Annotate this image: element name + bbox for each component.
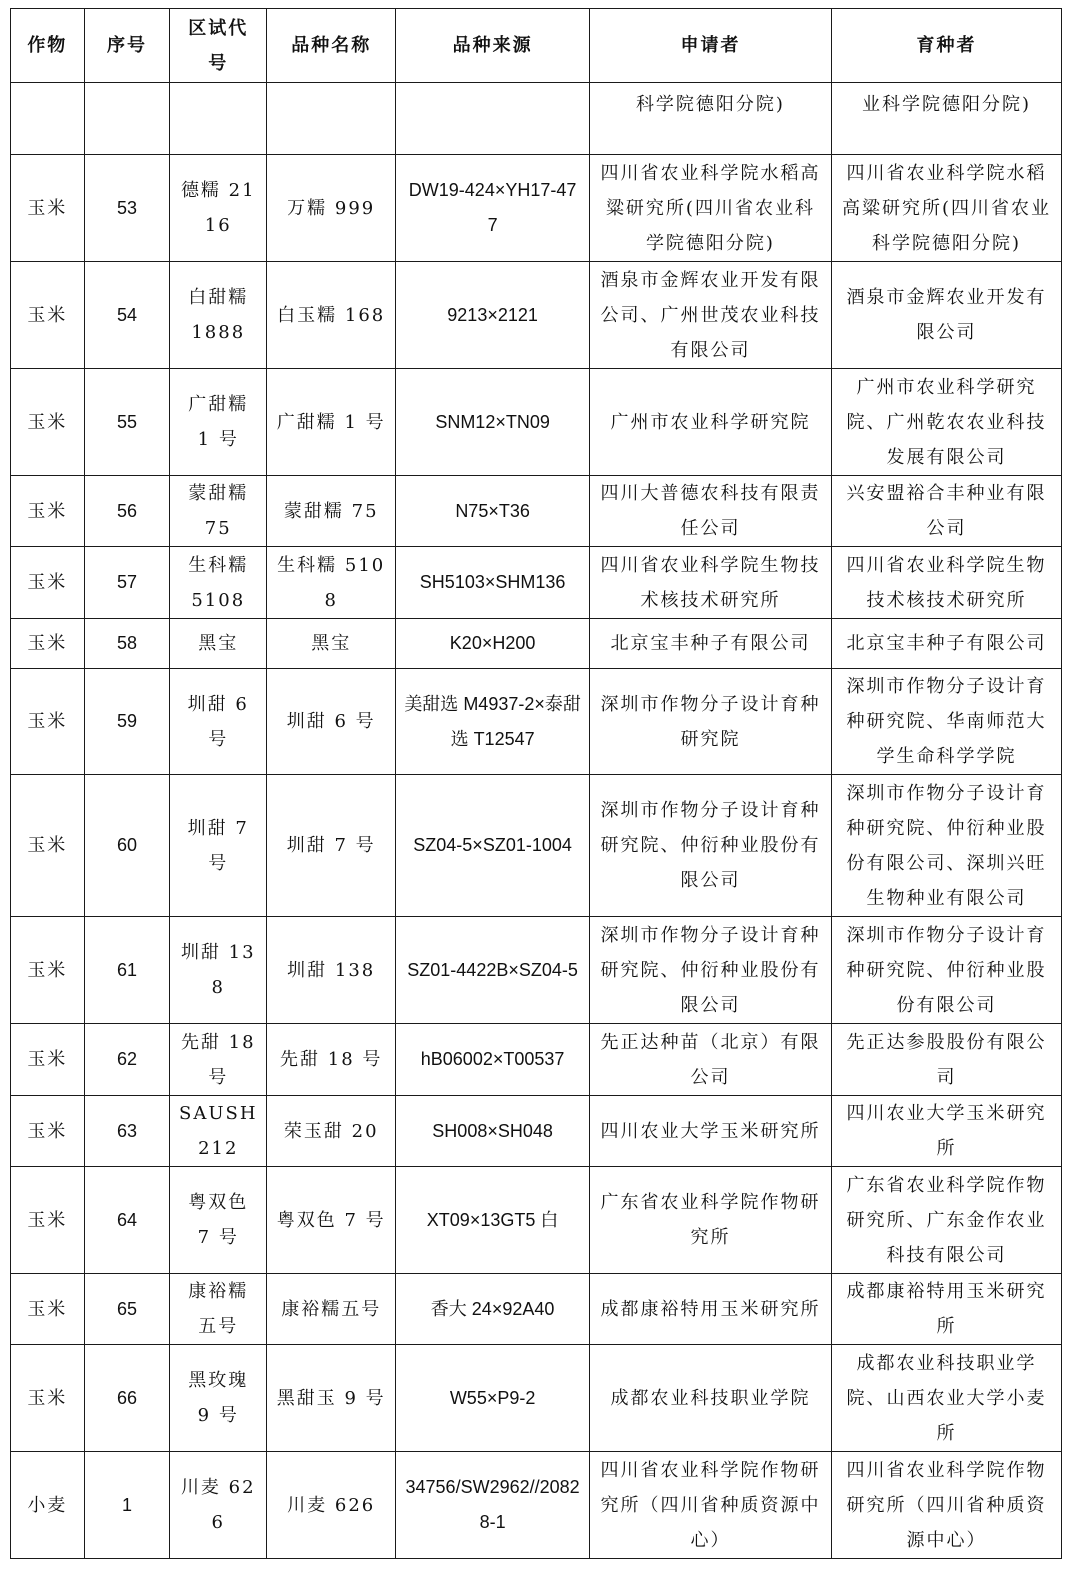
table-row [11,1274,1062,1345]
continuation-serial [84,83,170,155]
serial-cell: 57 [84,547,170,619]
breeder-cell: 广州市农业科学研究院、广州乾农农业科技发展有限公司 [831,369,1061,476]
serial-cell: 66 [84,1345,170,1452]
table-row [11,619,1062,669]
variety-source-cell: K20×H200 [396,619,590,669]
table-row [11,155,1062,262]
crop-cell: 玉米 [11,262,85,369]
crop-cell: 玉米 [11,1096,85,1167]
crop-cell: 小麦 [11,1452,85,1559]
crop-cell: 玉米 [11,155,85,262]
trial-code-cell: 圳甜 7 号 [170,775,267,917]
applicant-cell: 成都农业科技职业学院 [589,1345,831,1452]
breeder-cell: 兴安盟裕合丰种业有限公司 [831,476,1061,547]
applicant-cell: 深圳市作物分子设计育种研究院、仲衍种业股份有限公司 [589,775,831,917]
serial-cell: 63 [84,1096,170,1167]
applicant-cell: 四川省农业科学院水稻高粱研究所(四川省农业科学院德阳分院) [589,155,831,262]
header-variety-source: 品种来源 [396,9,590,83]
applicant-cell: 深圳市作物分子设计育种研究院、仲衍种业股份有限公司 [589,917,831,1024]
serial-cell: 64 [84,1167,170,1274]
trial-code-cell: 蒙甜糯 75 [170,476,267,547]
variety-table [10,8,1062,1559]
trial-code-cell: 圳甜 138 [170,917,267,1024]
trial-code-cell: 康裕糯五号 [170,1274,267,1345]
applicant-cell: 广东省农业科学院作物研究所 [589,1167,831,1274]
trial-code-cell: 德糯 2116 [170,155,267,262]
table-row [11,1452,1062,1559]
table-row [11,369,1062,476]
trial-code-cell: 圳甜 6 号 [170,669,267,775]
header-crop: 作物 [11,9,85,83]
variety-source-cell: SH5103×SHM136 [396,547,590,619]
crop-cell: 玉米 [11,669,85,775]
applicant-cell: 四川农业大学玉米研究所 [589,1096,831,1167]
table-row [11,262,1062,369]
serial-cell: 1 [84,1452,170,1559]
applicant-cell: 四川省农业科学院作物研究所（四川省种质资源中心） [589,1452,831,1559]
applicant-cell: 深圳市作物分子设计育种研究院 [589,669,831,775]
crop-cell: 玉米 [11,476,85,547]
applicant-cell: 四川省农业科学院生物技术核技术研究所 [589,547,831,619]
serial-cell: 65 [84,1274,170,1345]
crop-cell: 玉米 [11,369,85,476]
variety-name-cell: 圳甜 6 号 [267,669,396,775]
serial-cell: 61 [84,917,170,1024]
applicant-cell: 广州市农业科学研究院 [589,369,831,476]
continuation-applicant: 科学院德阳分院) [589,83,831,155]
continuation-code [170,83,267,155]
variety-source-cell: XT09×13GT5 白 [396,1167,590,1274]
variety-source-cell: 34756/SW2962//20828-1 [396,1452,590,1559]
breeder-cell: 四川省农业科学院生物技术核技术研究所 [831,547,1061,619]
variety-name-cell: 蒙甜糯 75 [267,476,396,547]
header-serial: 序号 [84,9,170,83]
serial-cell: 55 [84,369,170,476]
serial-cell: 58 [84,619,170,669]
variety-source-cell: DW19-424×YH17-477 [396,155,590,262]
variety-source-cell: W55×P9-2 [396,1345,590,1452]
breeder-cell: 先正达参股股份有限公司 [831,1024,1061,1096]
variety-name-cell: 广甜糯 1 号 [267,369,396,476]
header-variety-name: 品种名称 [267,9,396,83]
continuation-row [11,83,1062,155]
crop-cell: 玉米 [11,917,85,1024]
breeder-cell: 深圳市作物分子设计育种研究院、仲衍种业股份有限公司、深圳兴旺生物种业有限公司 [831,775,1061,917]
variety-source-cell: 9213×2121 [396,262,590,369]
breeder-cell: 北京宝丰种子有限公司 [831,619,1061,669]
header-applicant: 申请者 [589,9,831,83]
applicant-cell: 酒泉市金辉农业开发有限公司、广州世茂农业科技有限公司 [589,262,831,369]
variety-name-cell: 黑宝 [267,619,396,669]
variety-name-cell: 万糯 999 [267,155,396,262]
applicant-cell: 先正达种苗（北京）有限公司 [589,1024,831,1096]
breeder-cell: 酒泉市金辉农业开发有限公司 [831,262,1061,369]
trial-code-cell: 广甜糯 1 号 [170,369,267,476]
variety-source-cell: SH008×SH048 [396,1096,590,1167]
table-row [11,917,1062,1024]
trial-code-cell: 先甜 18 号 [170,1024,267,1096]
breeder-cell: 深圳市作物分子设计育种研究院、华南师范大学生命科学学院 [831,669,1061,775]
continuation-breeder: 业科学院德阳分院) [831,83,1061,155]
crop-cell: 玉米 [11,1274,85,1345]
variety-name-cell: 康裕糯五号 [267,1274,396,1345]
applicant-cell: 成都康裕特用玉米研究所 [589,1274,831,1345]
variety-name-cell: 白玉糯 168 [267,262,396,369]
variety-name-cell: 生科糯 5108 [267,547,396,619]
breeder-cell: 四川省农业科学院水稻高粱研究所(四川省农业科学院德阳分院) [831,155,1061,262]
crop-cell: 玉米 [11,1167,85,1274]
variety-name-cell: 圳甜 138 [267,917,396,1024]
variety-source-cell: hB06002×T00537 [396,1024,590,1096]
table-body [11,83,1062,1559]
document-page [10,8,1062,1559]
table-row [11,547,1062,619]
serial-cell: 59 [84,669,170,775]
table-row [11,1167,1062,1274]
variety-source-cell: 香大 24×92A40 [396,1274,590,1345]
header-trial-code: 区试代号 [170,9,267,83]
trial-code-cell: 黑宝 [170,619,267,669]
trial-code-cell: 白甜糯 1888 [170,262,267,369]
header-row [11,9,1062,83]
breeder-cell: 广东省农业科学院作物研究所、广东金作农业科技有限公司 [831,1167,1061,1274]
breeder-cell: 成都农业科技职业学院、山西农业大学小麦所 [831,1345,1061,1452]
applicant-cell: 北京宝丰种子有限公司 [589,619,831,669]
variety-name-cell: 川麦 626 [267,1452,396,1559]
header-breeder: 育种者 [831,9,1061,83]
applicant-cell: 四川大普德农科技有限责任公司 [589,476,831,547]
variety-source-cell: N75×T36 [396,476,590,547]
crop-cell: 玉米 [11,1024,85,1096]
variety-source-cell: SZ04-5×SZ01-1004 [396,775,590,917]
continuation-crop [11,83,85,155]
variety-name-cell: 粤双色 7 号 [267,1167,396,1274]
table-row [11,775,1062,917]
variety-source-cell: 美甜选 M4937-2×泰甜选 T12547 [396,669,590,775]
trial-code-cell: 川麦 626 [170,1452,267,1559]
trial-code-cell: 粤双色 7 号 [170,1167,267,1274]
serial-cell: 62 [84,1024,170,1096]
variety-name-cell: 荣玉甜 20 [267,1096,396,1167]
trial-code-cell: SAUSH212 [170,1096,267,1167]
variety-name-cell: 圳甜 7 号 [267,775,396,917]
serial-cell: 56 [84,476,170,547]
crop-cell: 玉米 [11,775,85,917]
table-row [11,476,1062,547]
crop-cell: 玉米 [11,547,85,619]
variety-source-cell: SNM12×TN09 [396,369,590,476]
serial-cell: 60 [84,775,170,917]
table-row [11,1024,1062,1096]
table-row [11,669,1062,775]
continuation-name [267,83,396,155]
crop-cell: 玉米 [11,619,85,669]
breeder-cell: 成都康裕特用玉米研究所 [831,1274,1061,1345]
table-row [11,1096,1062,1167]
serial-cell: 53 [84,155,170,262]
variety-name-cell: 先甜 18 号 [267,1024,396,1096]
breeder-cell: 四川农业大学玉米研究所 [831,1096,1061,1167]
variety-name-cell: 黑甜玉 9 号 [267,1345,396,1452]
serial-cell: 54 [84,262,170,369]
trial-code-cell: 黑玫瑰 9 号 [170,1345,267,1452]
crop-cell: 玉米 [11,1345,85,1452]
table-row [11,1345,1062,1452]
breeder-cell: 四川省农业科学院作物研究所（四川省种质资源中心） [831,1452,1061,1559]
breeder-cell: 深圳市作物分子设计育种研究院、仲衍种业股份有限公司 [831,917,1061,1024]
variety-source-cell: SZ01-4422B×SZ04-5 [396,917,590,1024]
continuation-source [396,83,590,155]
trial-code-cell: 生科糯 5108 [170,547,267,619]
